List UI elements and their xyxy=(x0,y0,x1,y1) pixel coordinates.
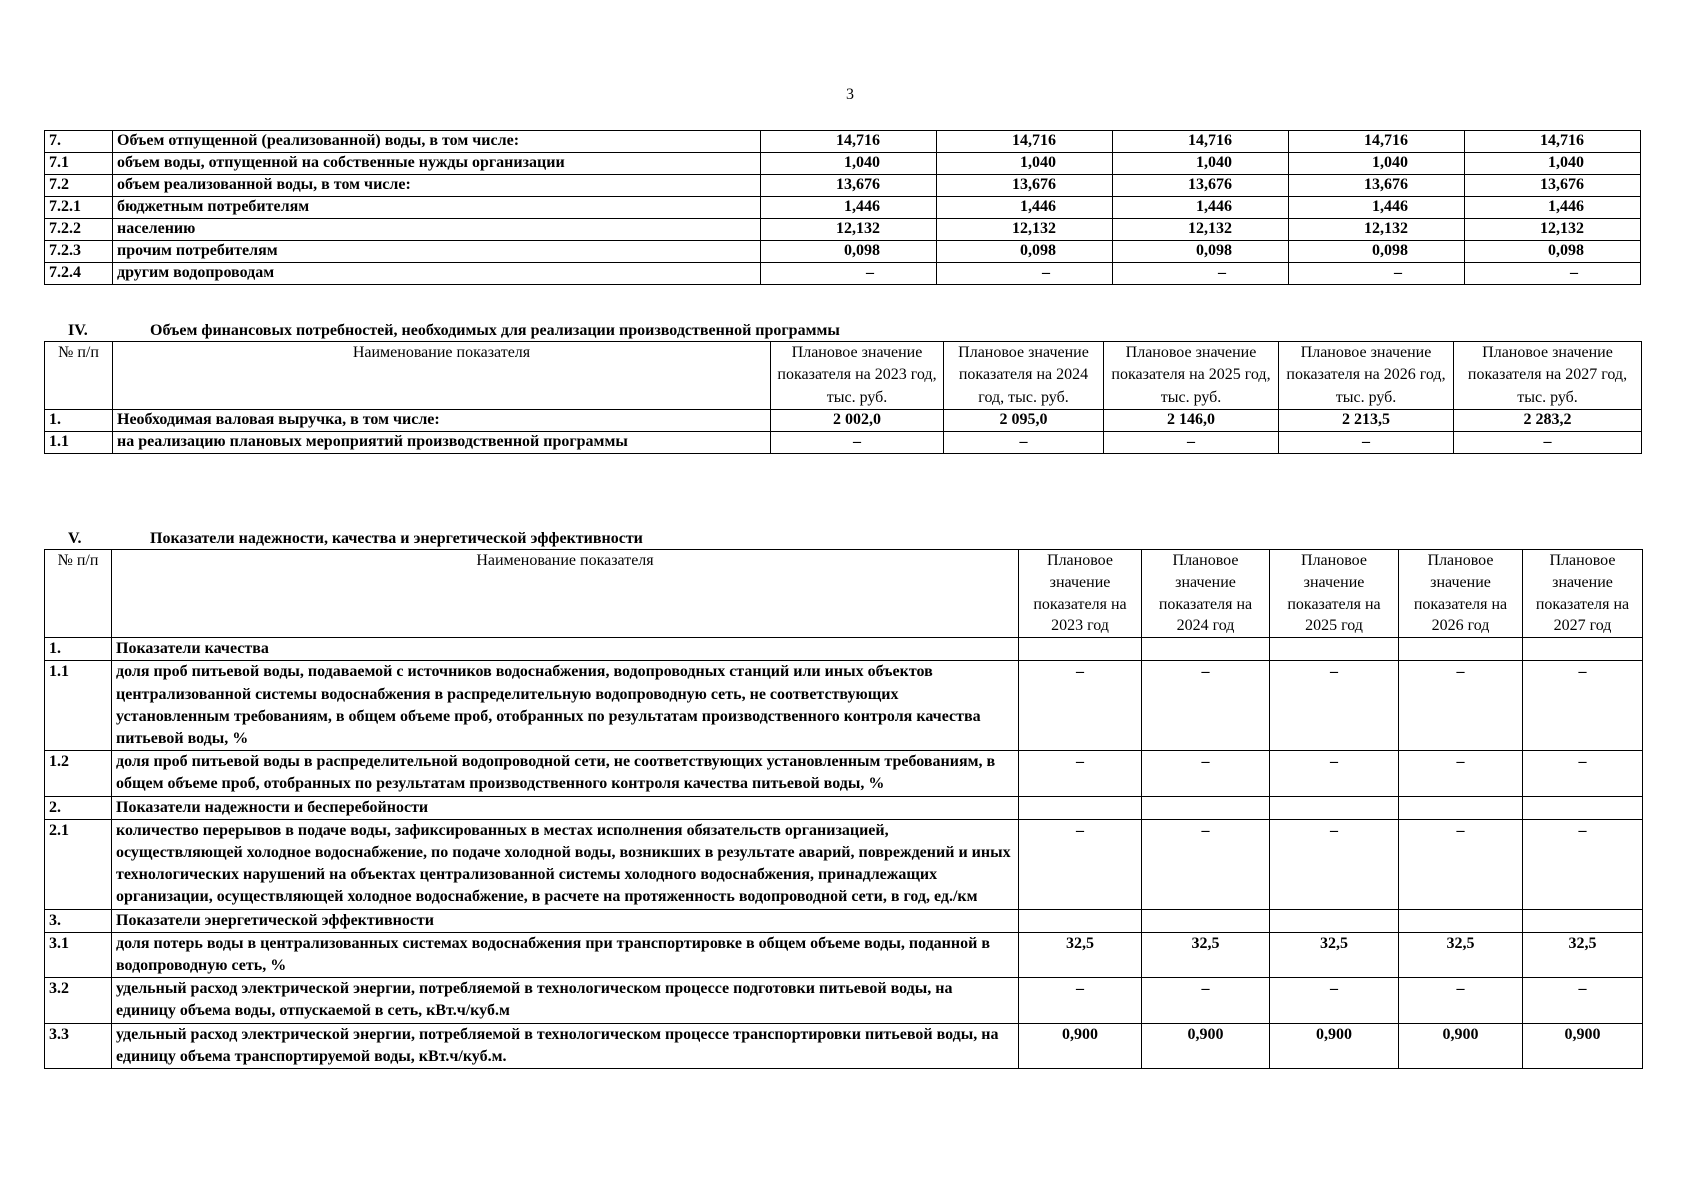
value-cell: 32,5 xyxy=(1523,932,1643,977)
value-cell: – xyxy=(1279,432,1454,454)
value-cell: – xyxy=(1019,661,1142,751)
value-cell: 1,040 xyxy=(761,153,937,175)
value-cell: 13,676 xyxy=(1465,175,1641,197)
table-row xyxy=(45,819,1643,909)
value-cell xyxy=(1142,909,1270,932)
value-cell: 0,900 xyxy=(1270,1023,1399,1068)
value-cell xyxy=(1270,909,1399,932)
value-cell: 0,098 xyxy=(1113,241,1289,263)
row-number-cell: 7.2.1 xyxy=(45,197,113,219)
row-number-cell: 1. xyxy=(45,410,113,432)
indicator-name-cell: удельный расход электрической энергии, потребляемой в технологическом процессе подготовки питьевой воды, на единицу объема воды, отпускаемой в сеть, кВт.ч/куб.м xyxy=(112,978,1019,1023)
table-row xyxy=(45,175,1641,197)
value-cell: 0,098 xyxy=(1289,241,1465,263)
value-cell: – xyxy=(1289,263,1465,285)
value-cell: 2 146,0 xyxy=(1104,410,1279,432)
value-cell: – xyxy=(1399,819,1523,909)
value-cell: – xyxy=(1142,751,1270,796)
table-row xyxy=(45,197,1641,219)
value-cell: – xyxy=(1454,432,1642,454)
value-cell: – xyxy=(1142,978,1270,1023)
value-cell: 32,5 xyxy=(1399,932,1523,977)
financial-needs-rows xyxy=(45,410,1642,454)
value-cell: 12,132 xyxy=(937,219,1113,241)
row-number-cell: 3.3 xyxy=(45,1023,112,1068)
value-cell: 0,900 xyxy=(1523,1023,1643,1068)
value-cell: 14,716 xyxy=(1465,131,1641,153)
row-number-cell: 7.1 xyxy=(45,153,113,175)
col-header-2024: Плановое значение показателя на 2024 год, тыс. руб. xyxy=(944,342,1104,410)
indicator-name-cell: объем реализованной воды, в том числе: xyxy=(113,175,761,197)
value-cell: 2 213,5 xyxy=(1279,410,1454,432)
value-cell: – xyxy=(1270,751,1399,796)
value-cell xyxy=(1523,909,1643,932)
value-cell xyxy=(1399,796,1523,819)
value-cell: 2 002,0 xyxy=(771,410,944,432)
water-volume-table xyxy=(44,130,1641,285)
value-cell: 0,900 xyxy=(1142,1023,1270,1068)
water-volume-rows xyxy=(45,131,1641,285)
value-cell: 1,446 xyxy=(1465,197,1641,219)
value-cell: – xyxy=(1399,751,1523,796)
value-cell: 12,132 xyxy=(761,219,937,241)
value-cell: – xyxy=(1270,978,1399,1023)
value-cell: – xyxy=(1399,978,1523,1023)
indicator-name-cell: Показатели качества xyxy=(112,638,1019,661)
row-number-cell: 3.1 xyxy=(45,932,112,977)
value-cell: 12,132 xyxy=(1289,219,1465,241)
value-cell: 13,676 xyxy=(1113,175,1289,197)
table-header-row xyxy=(45,342,1642,410)
row-number-cell: 2. xyxy=(45,796,112,819)
table-row xyxy=(45,1023,1643,1068)
col-header-2026: Плановое значение показателя на 2026 год, тыс. руб. xyxy=(1279,342,1454,410)
value-cell: – xyxy=(1523,661,1643,751)
table-row xyxy=(45,241,1641,263)
value-cell: 13,676 xyxy=(937,175,1113,197)
value-cell: – xyxy=(1523,819,1643,909)
value-cell: – xyxy=(1523,978,1643,1023)
indicator-name-cell: доля потерь воды в централизованных системах водоснабжения при транспортировке в общем объеме воды, поданной в водопроводную сеть, % xyxy=(112,932,1019,977)
table-row xyxy=(45,932,1643,977)
value-cell xyxy=(1019,909,1142,932)
value-cell xyxy=(1142,638,1270,661)
row-number-cell: 7. xyxy=(45,131,113,153)
value-cell: 32,5 xyxy=(1019,932,1142,977)
row-number-cell: 7.2 xyxy=(45,175,113,197)
section-4-number: IV. xyxy=(68,322,88,339)
row-number-cell: 1.1 xyxy=(45,432,113,454)
value-cell: 1,446 xyxy=(937,197,1113,219)
row-number-cell: 1.1 xyxy=(45,661,112,751)
value-cell: 1,446 xyxy=(1113,197,1289,219)
value-cell: – xyxy=(1142,661,1270,751)
col-header-2026: Плановое значение показателя на 2026 год xyxy=(1399,550,1523,638)
value-cell xyxy=(1523,796,1643,819)
section-5-number: V. xyxy=(68,530,82,547)
indicator-name-cell: объем воды, отпущенной на собственные нужды организации xyxy=(113,153,761,175)
financial-needs-table xyxy=(44,341,1642,454)
indicator-name-cell: Показатели энергетической эффективности xyxy=(112,909,1019,932)
col-header-2023: Плановое значение показателя на 2023 год xyxy=(1019,550,1142,638)
table-row xyxy=(45,410,1642,432)
indicator-name-cell: другим водопроводам xyxy=(113,263,761,285)
value-cell: 0,900 xyxy=(1019,1023,1142,1068)
indicator-name-cell: бюджетным потребителям xyxy=(113,197,761,219)
indicator-name-cell: Показатели надежности и бесперебойности xyxy=(112,796,1019,819)
value-cell: 2 095,0 xyxy=(944,410,1104,432)
col-header-num: № п/п xyxy=(45,342,113,410)
value-cell: 1,446 xyxy=(761,197,937,219)
value-cell xyxy=(1270,796,1399,819)
value-cell: 14,716 xyxy=(761,131,937,153)
row-number-cell: 7.2.3 xyxy=(45,241,113,263)
value-cell: 13,676 xyxy=(761,175,937,197)
row-number-cell: 1.2 xyxy=(45,751,112,796)
value-cell: – xyxy=(1523,751,1643,796)
indicator-name-cell: прочим потребителям xyxy=(113,241,761,263)
indicator-name-cell: удельный расход электрической энергии, потребляемой в технологическом процессе транспортировки питьевой воды, на единицу объема транспортируемой воды, кВт.ч/куб.м. xyxy=(112,1023,1019,1068)
value-cell xyxy=(1399,638,1523,661)
col-header-name: Наименование показателя xyxy=(113,342,771,410)
indicators-table xyxy=(44,549,1643,1069)
table-row xyxy=(45,661,1643,751)
value-cell: – xyxy=(1270,661,1399,751)
value-cell: 1,040 xyxy=(1465,153,1641,175)
table-header-row xyxy=(45,550,1643,638)
table-row xyxy=(45,432,1642,454)
col-header-2027: Плановое значение показателя на 2027 год xyxy=(1523,550,1643,638)
col-header-name: Наименование показателя xyxy=(112,550,1019,638)
value-cell: – xyxy=(1399,661,1523,751)
value-cell: 0,098 xyxy=(937,241,1113,263)
section-5-title: Показатели надежности, качества и энергетической эффективности xyxy=(150,530,643,547)
value-cell: 1,040 xyxy=(1289,153,1465,175)
value-cell: – xyxy=(1019,819,1142,909)
value-cell xyxy=(1019,796,1142,819)
value-cell xyxy=(1019,638,1142,661)
indicator-name-cell: доля проб питьевой воды в распределительной водопроводной сети, не соответствующих установленным требованиям, в общем объеме проб, отобранных по результатам производственного контроля качества питьевой воды, % xyxy=(112,751,1019,796)
table-row xyxy=(45,978,1643,1023)
value-cell xyxy=(1523,638,1643,661)
row-number-cell: 3. xyxy=(45,909,112,932)
page-number: 3 xyxy=(846,86,854,103)
value-cell: 14,716 xyxy=(937,131,1113,153)
col-header-num: № п/п xyxy=(45,550,112,638)
table-row xyxy=(45,219,1641,241)
indicator-name-cell: населению xyxy=(113,219,761,241)
value-cell: – xyxy=(1104,432,1279,454)
value-cell: – xyxy=(1019,751,1142,796)
value-cell: 12,132 xyxy=(1465,219,1641,241)
indicator-name-cell: количество перерывов в подаче воды, зафиксированных в местах исполнения обязательств организацией, осуществляющей холодное водоснабжение, по подаче холодной воды, возникших в результате аварий, повреждений и иных технологических нарушений на объектах централизованной системы холодного водоснабжения, принадлежащих организации, осуществляющей холодное водоснабжение, в расчете на протяженность водопроводной сети, в год, ед./км xyxy=(112,819,1019,909)
table-row xyxy=(45,153,1641,175)
table-row xyxy=(45,751,1643,796)
indicator-name-cell: доля проб питьевой воды, подаваемой с источников водоснабжения, водопроводных станций или иных объектов централизованной системы водоснабжения в распределительную водопроводную сеть, не соответствующих установленным требованиям, в общем объеме проб, отобранных по результатам производственного контроля качества питьевой воды, % xyxy=(112,661,1019,751)
value-cell: 2 283,2 xyxy=(1454,410,1642,432)
row-number-cell: 7.2.2 xyxy=(45,219,113,241)
table-row xyxy=(45,638,1643,661)
value-cell: 14,716 xyxy=(1289,131,1465,153)
value-cell: 0,900 xyxy=(1399,1023,1523,1068)
value-cell: – xyxy=(1019,978,1142,1023)
value-cell: – xyxy=(771,432,944,454)
value-cell xyxy=(1399,909,1523,932)
section-4-title: Объем финансовых потребностей, необходимых для реализации производственной программы xyxy=(150,322,840,339)
value-cell: – xyxy=(1142,819,1270,909)
indicators-rows xyxy=(45,638,1643,1069)
value-cell: – xyxy=(937,263,1113,285)
row-number-cell: 1. xyxy=(45,638,112,661)
value-cell: – xyxy=(761,263,937,285)
value-cell: – xyxy=(1465,263,1641,285)
value-cell: 1,446 xyxy=(1289,197,1465,219)
col-header-2023: Плановое значение показателя на 2023 год, тыс. руб. xyxy=(771,342,944,410)
col-header-2025: Плановое значение показателя на 2025 год, тыс. руб. xyxy=(1104,342,1279,410)
value-cell: – xyxy=(944,432,1104,454)
table-row xyxy=(45,796,1643,819)
value-cell: 12,132 xyxy=(1113,219,1289,241)
table-row xyxy=(45,131,1641,153)
value-cell xyxy=(1270,638,1399,661)
indicator-name-cell: Объем отпущенной (реализованной) воды, в том числе: xyxy=(113,131,761,153)
value-cell: – xyxy=(1270,819,1399,909)
row-number-cell: 3.2 xyxy=(45,978,112,1023)
value-cell: 1,040 xyxy=(1113,153,1289,175)
col-header-2024: Плановое значение показателя на 2024 год xyxy=(1142,550,1270,638)
col-header-2027: Плановое значение показателя на 2027 год, тыс. руб. xyxy=(1454,342,1642,410)
table-row xyxy=(45,263,1641,285)
row-number-cell: 7.2.4 xyxy=(45,263,113,285)
value-cell: 0,098 xyxy=(1465,241,1641,263)
value-cell: – xyxy=(1113,263,1289,285)
col-header-2025: Плановое значение показателя на 2025 год xyxy=(1270,550,1399,638)
indicator-name-cell: на реализацию плановых мероприятий производственной программы xyxy=(113,432,771,454)
table-row xyxy=(45,909,1643,932)
value-cell: 32,5 xyxy=(1142,932,1270,977)
row-number-cell: 2.1 xyxy=(45,819,112,909)
indicator-name-cell: Необходимая валовая выручка, в том числе: xyxy=(113,410,771,432)
value-cell: 13,676 xyxy=(1289,175,1465,197)
value-cell: 32,5 xyxy=(1270,932,1399,977)
value-cell: 14,716 xyxy=(1113,131,1289,153)
value-cell: 0,098 xyxy=(761,241,937,263)
value-cell xyxy=(1142,796,1270,819)
value-cell: 1,040 xyxy=(937,153,1113,175)
